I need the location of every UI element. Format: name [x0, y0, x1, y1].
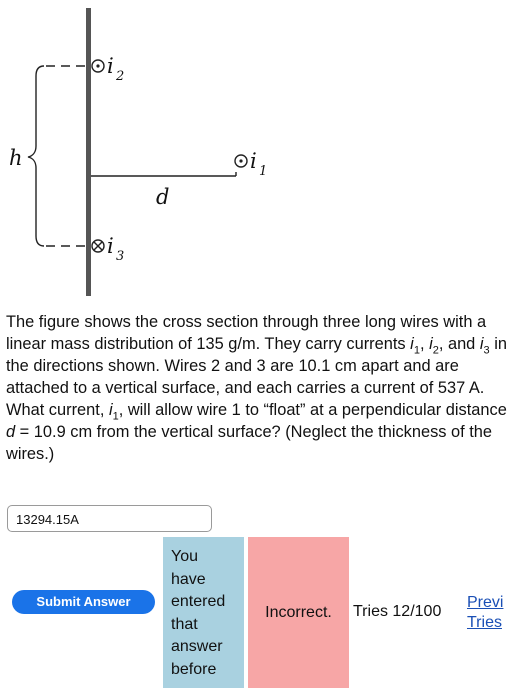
incorrect-status	[248, 537, 349, 688]
label-i1: i	[250, 149, 257, 173]
label-i2-sub: 2	[116, 69, 125, 84]
label-i1-sub: 1	[259, 164, 268, 179]
problem-figure	[0, 0, 519, 300]
previous-tries-link[interactable]: Previ Tries	[467, 594, 504, 631]
previous-answer-note: You have entered that answer before	[163, 537, 244, 688]
problem-text: The figure shows the cross section through three long wires with a linear mass distribution of 135 g/m. They carry currents $i_1$, $i_2$, and $i_3$ in the directions shown. Wires 2 and 3 are 10.1 cm apart and are attached to a vertical surface, and each carries a current of 537 A. What current, $i_1$, will allow wire 1 to “float” at a perpendicular distance d = 10.9 cm from the vertical surface? (Neglect the thickness of the wires.)	[6, 313, 507, 463]
incorrect-label: Incorrect.	[265, 603, 332, 621]
label-i3: i	[107, 234, 114, 258]
label-i3-sub: 3	[116, 249, 125, 264]
h-brace	[28, 66, 44, 246]
label-h: h	[9, 146, 23, 170]
label-d: d	[156, 185, 170, 209]
submit-answer-button[interactable]: Submit Answer	[12, 590, 155, 614]
label-i2: i	[107, 54, 114, 78]
answer-input[interactable]: 13294.15A	[7, 505, 212, 532]
vertical-surface	[86, 8, 91, 296]
tries-counter: Tries 12/100	[353, 603, 442, 620]
